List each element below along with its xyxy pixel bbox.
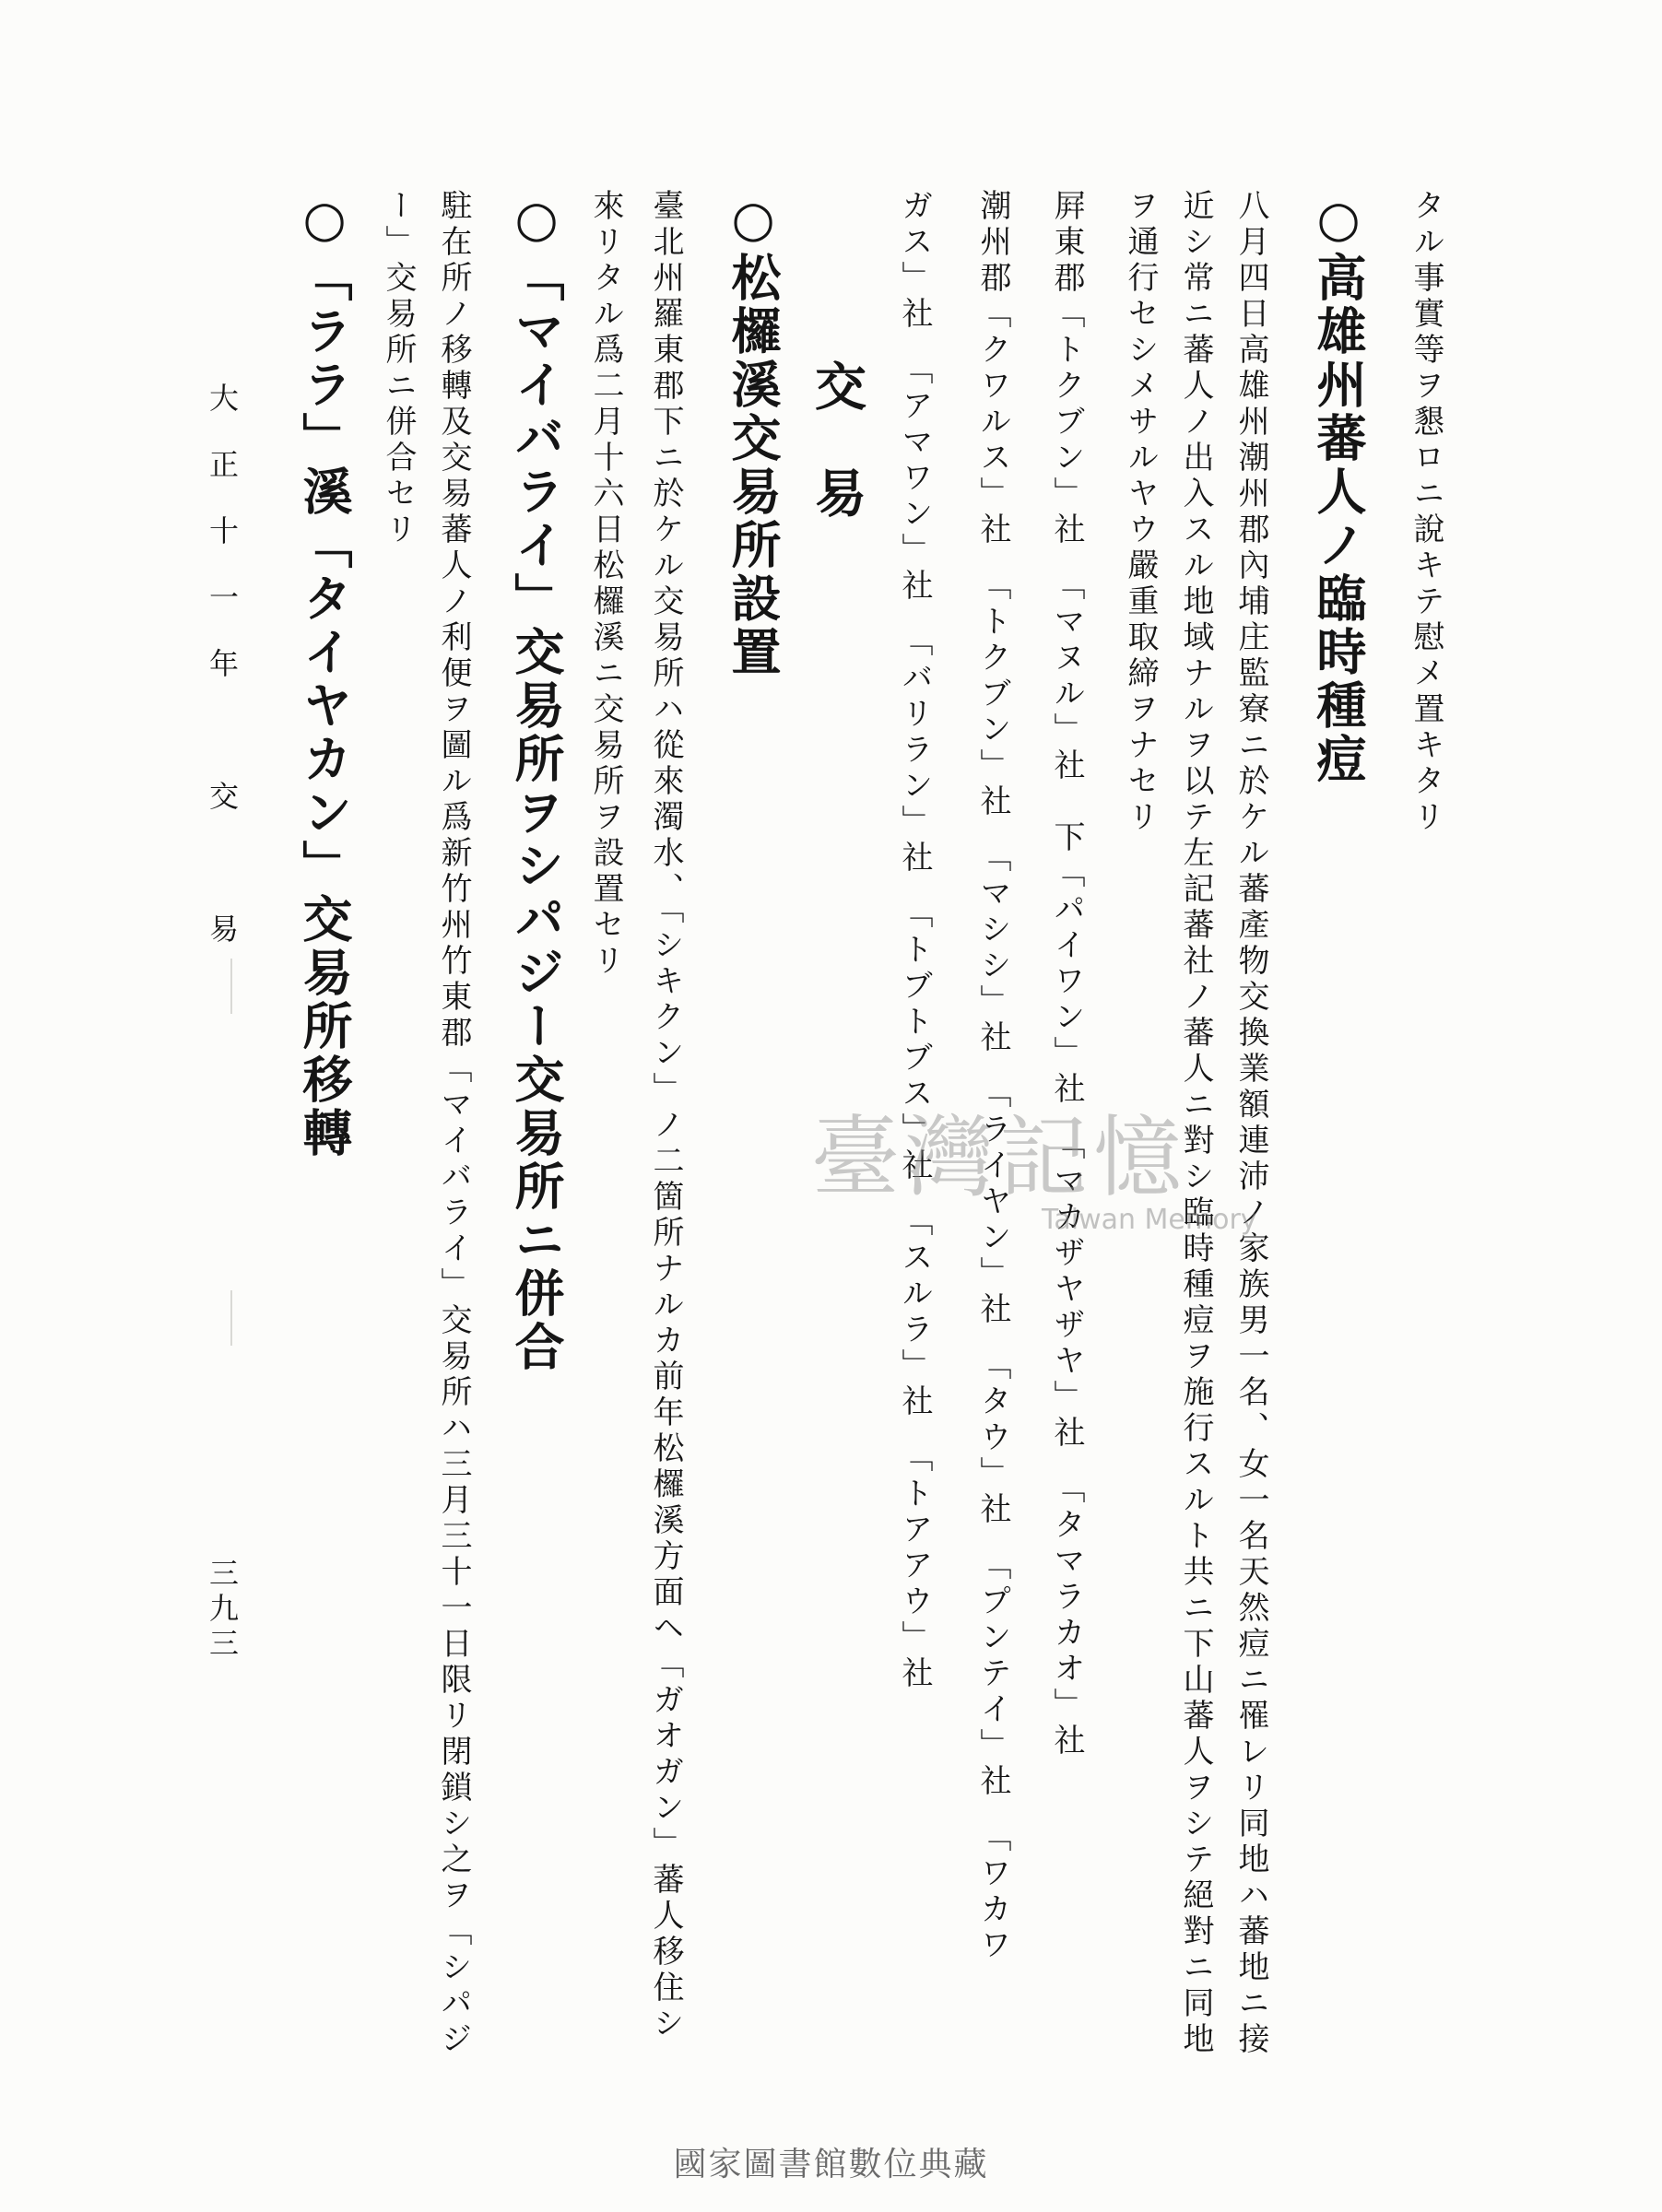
column-text: 八月四日高雄州潮州郡內埔庄監寮ニ於ケル蕃產物交換業額連沛ノ家族男一名、女一名天然痘ニ罹レリ同地ハ蕃地ニ接 <box>1232 189 1269 2058</box>
watermark-subtitle: Taiwan Memory <box>1042 1204 1257 1236</box>
watermark <box>811 1088 1257 1236</box>
heading-maibalai-merger: ○「マイバライ」交易所ヲシパジー交易所ニ併合 <box>507 189 566 1374</box>
column-text: 來リタル爲二月十六日松欏溪ニ交易所ヲ設置セリ <box>587 189 624 980</box>
column-list-pingtung: 屛東郡「トクブン」社 「マヌル」社 下「パイワン」社 「マカザヤザヤ」社 「タマラカオ」社 <box>1048 189 1085 1759</box>
heading-songluoxi-trading-post: ○松欏溪交易所設置 <box>724 189 783 679</box>
heading-lala-relocation: ○「ララ」溪「タイヤカン」交易所移轉 <box>295 189 354 1160</box>
column-text: 臺北州羅東郡下ニ於ケル交易所ハ從來濁水、「シキクン」ノ二箇所ナルカ前年松欏溪方面ヘ「ガオガン」蕃人移住シ <box>647 189 684 2042</box>
watermark-title: 臺灣記憶 <box>811 1106 1187 1209</box>
scan-mark <box>230 1290 232 1346</box>
column-text: ヲ通行セシメサルヤウ嚴重取締ヲナセリ <box>1122 189 1159 836</box>
column-list-chaozhou: 潮州郡「クワルス」社 「トクブン」社 「マシシ」社 「ライヤン」社 「タウ」社 「プンテイ」社 「ワカワ <box>974 189 1011 1964</box>
column-list-continued: ガス」社 「アマワン」社 「バリラン」社 「トブトブス」社 「スルラ」社 「トアアウ」社 <box>896 189 933 1692</box>
column-text: 駐在所ノ移轉及交易蕃人ノ利便ヲ圖ル爲新竹州竹東郡「マイバライ」交易所ハ三月三十一日限リ閉鎖シ之ヲ「シパジ <box>435 189 472 2058</box>
heading-kaohsiung-vaccination: ○高雄州蕃人ノ臨時種痘 <box>1309 189 1368 786</box>
column-text: ー」交易所ニ併合セリ <box>380 189 417 548</box>
page-number: 三九三 <box>205 1558 240 1663</box>
column-text: タル事實等ヲ懇ロニ說キテ慰メ置キタリ <box>1408 189 1444 836</box>
running-head: 大正十一年 交 易 <box>205 382 240 980</box>
column-text: 近シ常ニ蕃人ノ出入スル地域ナルヲ以テ左記蕃社ノ蕃人ニ對シ臨時種痘ヲ施行スルト共ニ下山蕃人ヲシテ絕對ニ同地 <box>1177 189 1214 2058</box>
section-title-trade: 交易 <box>807 359 867 573</box>
library-credit: 國家圖書館數位典藏 <box>673 2146 989 2183</box>
